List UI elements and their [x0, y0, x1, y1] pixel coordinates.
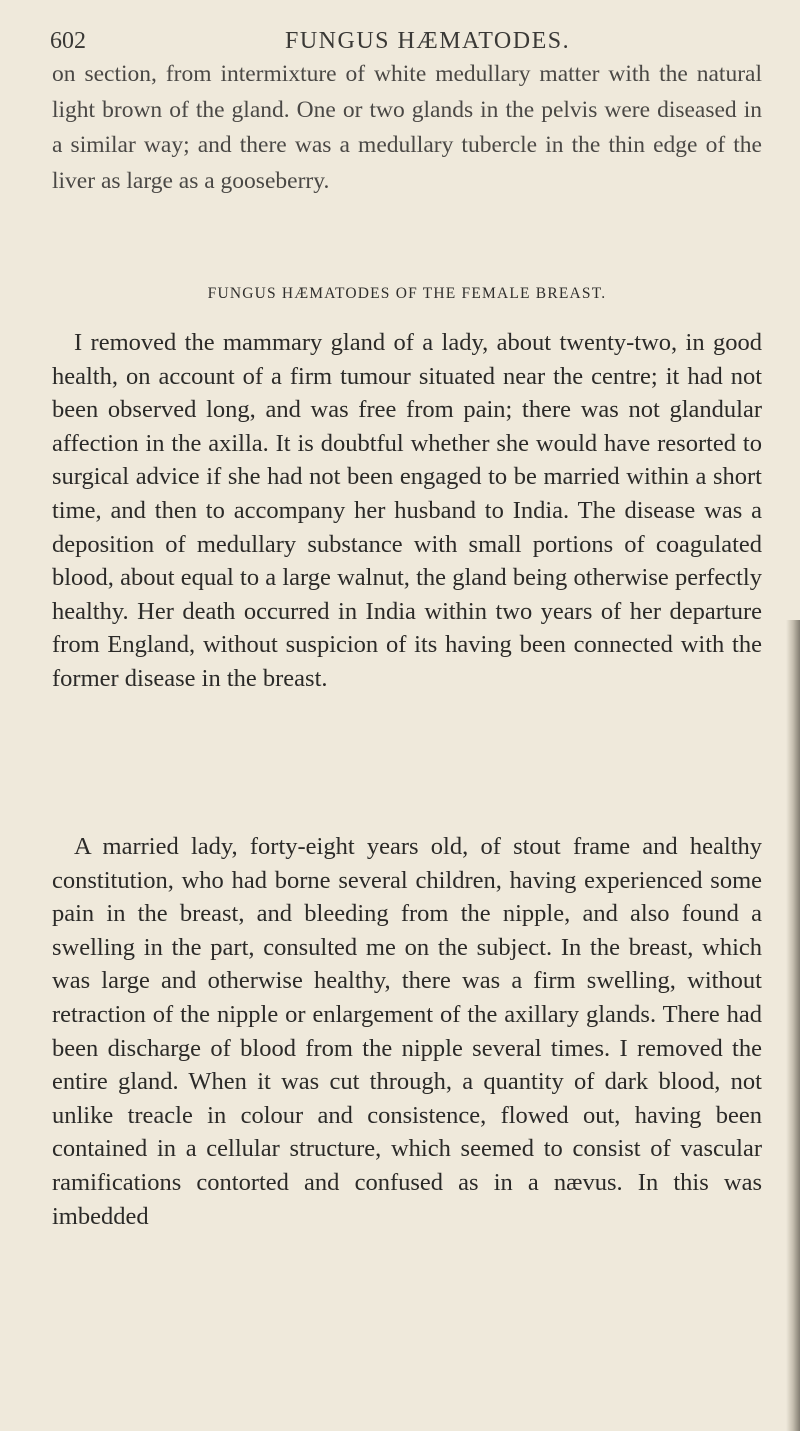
page-number: 602 [50, 28, 86, 54]
paragraph-case-two: A married lady, forty-eight years old, of stout frame and healthy constitution, who had borne several children, having experienced some pain in the breast, and bleeding from the nipple, and also found a swelling in the part, consulted me on the subject. In the breast, which was large and otherwise healthy, there was a firm swelling, without retraction of the nipple or enlargement of the axillary glands. There had been discharge of blood from the nipple several times. I removed the entire gland. When it was cut through, a quantity of dark blood, not unlike treacle in colour and consistence, flowed out, having been contained in a cellular structure, which seemed to consist of vascular ramifications contorted and confused as in a nævus. In this was imbedded [52, 833, 762, 1230]
page-edge-shadow [786, 620, 800, 1431]
running-head: FUNGUS HÆMATODES. [285, 28, 571, 54]
paragraph-case-one: I removed the mammary gland of a lady, about twenty-two, in good health, on account of a firm tumour situated near the centre; it had not been observed long, and was free from pain; there was not glandular affection in the axilla. It is doubtful whether she would have resorted to surgical advice if she had not been engaged to be married within a short time, and then to accompany her husband to India. The disease was a deposition of medullary substance with small portions of coagulated blood, about equal to a large walnut, the gland being otherwise perfectly healthy. Her death occurred in India within two years of her departure from England, without suspicion of its having been connected with the former disease in the breast. [52, 329, 762, 692]
paragraph-continuation: on section, from intermixture of white medullary matter with the natural light brown of the gland. One or two glands in the pelvis were diseased in a similar way; and there was a medullary tubercle in the thin edge of the liver as large as a gooseberry. [52, 61, 762, 194]
section-heading: FUNGUS HÆMATODES OF THE FEMALE BREAST. [207, 285, 607, 302]
